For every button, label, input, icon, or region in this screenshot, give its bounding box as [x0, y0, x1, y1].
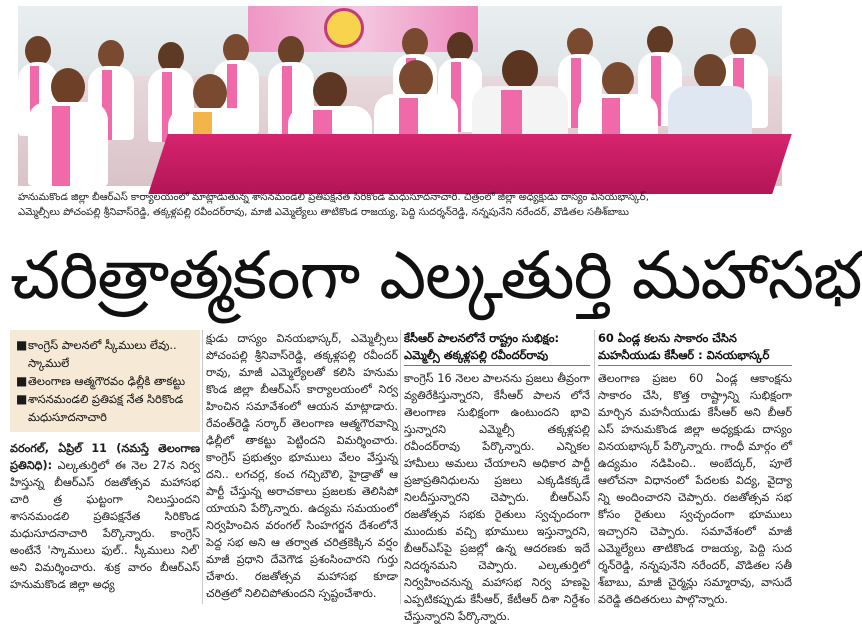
highlight-text: కాంగ్రెస్ పాలనలో స్కీములు లేవు.. స్కాములే: [28, 338, 177, 370]
column-divider: [594, 330, 595, 604]
caption-line-2: ఎమ్మెల్సీలు పోచంపల్లి శ్రీనివాస్‌రెడ్డి, తక్కళ్లపల్లి రవీందర్‌రావు, మాజీ ఎమ్మెల్యేలు తాటికొండ రాజయ్య, పెద్ది సుదర్శన్‌రెడ్డి, నన్నపునేని నరేందర్, వొడితల సతీశ్‌బాబు: [18, 207, 629, 218]
press-meet-photo: [18, 6, 782, 186]
article-text: ఎల్కతుర్తిలో ఈ నెల 27న నిర్వ హిస్తున్న బీఆర్ఎస్ రజతోత్సవ మహాసభ చారి త్ర ఘట్టంగా నిలుస్తుందని శాసనమండలి ప్రతిపక్షనేత సిరికొండ మధుసూదనాచారి పేర్కొన్నారు. కాంగ్రెస్ అంటేనే 'స్కాములు ఫుల్.. స్కీములు నిల్' అని విమర్శించారు. శుక్ర వారం బీఆర్ఎస్ హనుమకొండ జిల్లా అధ్య: [10, 459, 200, 591]
dateline: వరంగల్, ఏప్రిల్ 11 (నమస్తే తెలంగాణ ప్రతినిధి):: [10, 442, 200, 472]
column-divider: [400, 330, 401, 604]
highlight-text: తెలంగాణ ఆత్మగౌరవం ఢిల్లీకి తాకట్టు: [28, 374, 186, 388]
photo-party-emblem: [324, 8, 364, 48]
bullet-icon: ■: [16, 338, 28, 352]
column-divider: [202, 330, 203, 604]
highlight-text: శాసనమండలి ప్రతిపక్ష నేత సిరికొండ మధుసూదనాచారి: [28, 392, 184, 424]
bullet-icon: ■: [16, 392, 28, 406]
bullet-icon: ■: [16, 374, 28, 388]
highlight-item: [16, 336, 194, 372]
photo-caption: [18, 190, 782, 220]
highlight-item: [16, 390, 194, 426]
caption-line-1: హనుమకొండ జిల్లా బీఆర్ఎస్ కార్యాలయంలో మాట్లాడుతున్న శాసనమండలి ప్రతిపక్షనేత సిరికొండ మధుసూదనాచారి. చిత్రంలో జిల్లా అధ్యక్షుడు దాస్యం వినయభాస్కర్,: [18, 192, 649, 203]
article-text: తెలంగాణ ప్రజల 60 ఏండ్ల ఆకాంక్షను సాకారం చేసి, కొత్త రాష్ట్రాన్ని సుభిక్షంగా మార్చిన మహనీయుడు కేసీఆర్ అని బీఆర్ ఎస్ హనుమకొండ జిల్లా అధ్యక్షుడు దాస్యం వినయభాస్కర్ పేర్కొన్నారు. గాంధీ మార్గం లో ఉద్యమం నడిపించి.. అంబేద్కర్, పూలే ఆలోచనా విధానంలో పేదలకు విద్య, వైద్యా న్ని అందించారని చెప్పారు. రజతోత్సవ సభ కోసం రైతులు స్వచ్ఛందంగా భూములు ఇచ్చారని చెప్పారు. సమావేశంలో మాజీ ఎమ్మెల్యేలు తాటికొండ రాజయ్య, పెద్ది సుద ర్శన్‌రెడ్డి, నన్నపునేని నరేందర్, వొడితల సతీ శ్‌బాబు, మాజీ చైర్మన్లు సమ్మారావు, వాసుదే వరెడ్డి తదితరులు పాల్గొన్నారు.: [598, 372, 792, 606]
article-text: కాంగ్రెస్ 16 నెలల పాలనను ప్రజలు తీవ్రంగా వ్యతిరేకిస్తున్నారని, కేసీఆర్ పాలన లోనే తెలంగాణ సుభిక్షంగా ఉంటుందని భావి స్తున్నారని ఎమ్మెల్సీ తక్కళ్లపల్లి రవీందర్‌రావు పేర్కొన్నారు. ఎన్నికల హామీలు అమలు చేయాలని అధికార పార్టీ ప్రజాప్రతినిధులను ప్రజలు ఎక్కడికక్కడే నిలదీస్తున్నారని చెప్పారు. బీఆర్ఎస్ రజతోత్సవ సభకు రైతులు స్వచ్ఛందంగా ముందుకు వచ్చి భూములు ఇస్తున్నారని, బీఆర్ఎస్‌పై ప్రజల్లో ఉన్న ఆదరణకు ఇదే నిదర్శనమని చెప్పారు. ఎల్కతుర్తిలో నిర్వహించనున్న మహాసభ నిర్వ హణపై ఎప్పటికప్పుడు కేసీఆర్, కేటీఆర్ దిశా నిర్దేశం చేస్తున్నారని పేర్కొన్నారు.: [404, 372, 590, 623]
photo-person: [28, 68, 108, 186]
article-column-3: [404, 330, 590, 623]
highlights-box: [10, 330, 200, 432]
headline: చరిత్రాత్మకంగా ఎల్కతుర్తి మహాసభ: [10, 237, 862, 314]
article-column-2: [206, 330, 398, 606]
highlight-item: [16, 372, 194, 390]
article-column-4: [598, 330, 792, 606]
article-text: క్షుడు దాస్యం వినయభాస్కర్, ఎమ్మెల్సీలు పోచంపల్లి శ్రీనివాస్‌రెడ్డి, తక్కళ్లపల్లి రవీందర్ రావు, మాజీ ఎమ్మెల్యేలతో కలిసి హనుమ కొండ జిల్లా బీఆర్ఎస్ కార్యాలయంలో నిర్వ హించిన సమావేశంలో ఆయన మాట్లాడారు. రేవంత్‌రెడ్డి సర్కార్ తెలంగాణ ఆత్మగౌరవాన్ని ఢిల్లీలో తాకట్టు పెట్టిందని విమర్శించారు. కాంగ్రెస్ ప్రభుత్వం భూములు వేలం వేస్తున్న దని.. లగచర్ల, కంచ గచ్చిబౌలి, హైడ్రాతో ఆ పార్టీ చేస్తున్న అరాచకాలు ప్రజలకు తెలిసిపో యాయని పేర్కొన్నారు. ఉద్యమ సమయంలో నిర్వహించిన వరంగల్ సింహగర్జన దేశంలోనే పెద్ద సభ అని ఆ తర్వాత చరిత్రకెక్కిన వర్షం మాజీ ప్రధాని దేవెగౌడ ప్రశంసించారని గుర్తు చేశారు. రజతోత్సవ మహాసభ కూడా చరిత్రలో నిలిచిపోతుందని స్పష్టంచేశారు.: [206, 332, 398, 600]
photo-pink-table: [148, 134, 791, 194]
article-column-1: [10, 330, 200, 606]
subheading: కేసీఆర్ పాలనలోనే రాష్ట్రం సుభిక్షం: ఎమ్మెల్సీ తక్కళ్లపల్లి రవీందర్‌రావు: [404, 330, 590, 366]
subheading: 60 ఏండ్ల కలను సాకారం చేసిన మహనీయుడు కేసీఆర్ : వినయభాస్కర్: [598, 330, 792, 366]
article-paragraph: [10, 440, 200, 593]
